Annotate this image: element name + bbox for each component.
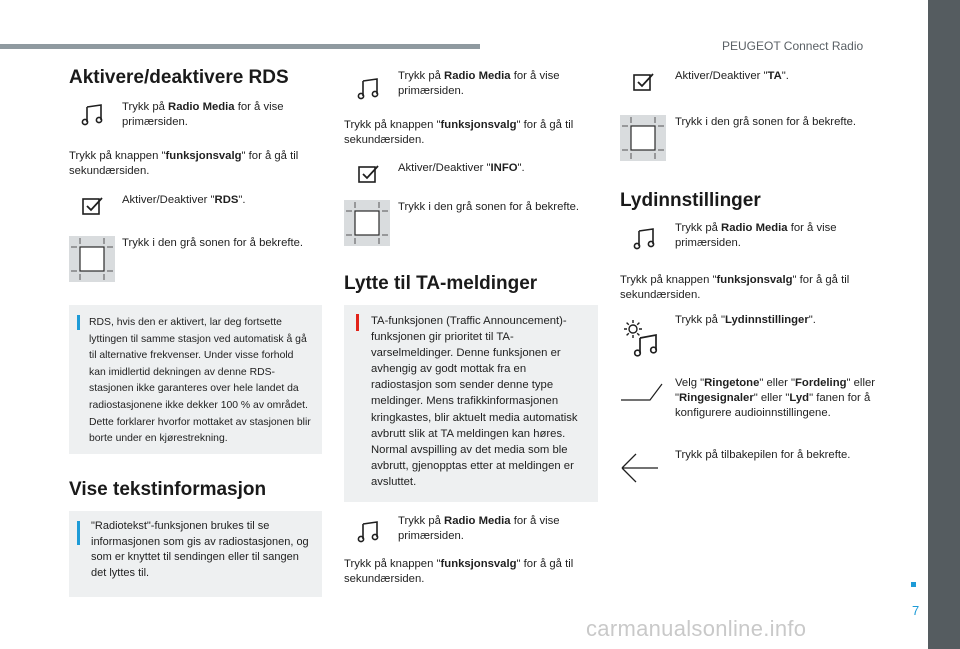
audio-step-select-tab: Velg "Ringetone" eller "Fordeling" eller "Ringesignaler" eller "Lyd" fanen for å konfigurere audioinnstillingene. — [675, 377, 875, 419]
page-header: PEUGEOT Connect Radio — [722, 39, 864, 53]
rds-step-toggle: Aktiver/Deaktiver "RDS". — [122, 194, 246, 206]
info-marker — [77, 521, 80, 545]
section-title-rds: Aktivere/deaktivere RDS — [69, 67, 289, 88]
warning-marker — [356, 314, 359, 331]
page-side-bar — [928, 0, 960, 649]
ta-warning-text: TA-funksjonen (Traffic Announcement)-funksjonen gir prioritet til TA-varselmeldinger. Denne funksjonen er avhengig av godt mottak fra en radiostasjon som sender denne type meldinger. Mens trafikkinformasjonen kringkastes, blir aktuelt media automatisk avbrutt slik at TA meldingen kan høres. Normal avspilling av det media som ble avbrutt, gjenopptas etter at meldingen er avsluttet. — [371, 315, 578, 488]
radiotext-info-note — [69, 511, 322, 597]
checkbox-icon — [82, 196, 104, 216]
music-note-icon — [632, 226, 658, 250]
section-title-audio-settings: Lydinnstillinger — [620, 190, 761, 211]
info-step-radio-media: Trykk på Radio Media for å vise primærsiden. — [398, 70, 560, 97]
audio-step-settings: Trykk på "Lydinnstillinger". — [675, 314, 816, 326]
grey-zone-icon — [69, 236, 115, 282]
top-rule — [0, 44, 480, 49]
music-note-icon — [80, 102, 106, 126]
checkbox-icon — [358, 164, 380, 184]
music-note-icon — [356, 519, 382, 543]
section-title-text-info: Vise tekstinformasjon — [69, 479, 267, 500]
page-marker — [911, 582, 916, 587]
info-marker — [77, 315, 80, 330]
rds-step-confirm: Trykk i den grå sonen for å bekrefte. — [122, 237, 304, 249]
info-step-toggle: Aktiver/Deaktiver "INFO". — [398, 162, 525, 174]
ta-step-radio-media: Trykk på Radio Media for å vise primærsiden. — [398, 515, 560, 542]
grey-zone-icon — [344, 200, 390, 246]
info-step-confirm: Trykk i den grå sonen for å bekrefte. — [398, 201, 580, 213]
ta-step-toggle: Aktiver/Deaktiver "TA". — [675, 70, 789, 82]
checkbox-icon — [633, 72, 655, 92]
tab-icon — [620, 380, 664, 402]
page-number: 7 — [912, 603, 920, 618]
grey-zone-icon — [620, 115, 666, 161]
rds-info-text: RDS, hvis den er aktivert, lar deg fortsette lyttingen til samme stasjon ved automatisk å gå til alternative frekvenser. Under visse forhold kan imidlertid dekningen av denne RDS-stasjonen ikke garanteres over hele landet da radiostasjonene ikke dekker 100 % av området. Dette forklarer hvorfor mottaket av stasjonen blir borte under en kjørestrekning. — [89, 317, 311, 445]
settings-music-icon — [622, 318, 662, 358]
audio-step-back: Trykk på tilbakepilen for å bekrefte. — [675, 449, 851, 461]
audio-step-radio-media: Trykk på Radio Media for å vise primærsiden. — [675, 222, 837, 249]
audio-step-function-button: Trykk på knappen "funksjonsvalg" for å gå til sekundærsiden. — [620, 274, 850, 301]
rds-step-radio-media: Trykk på Radio Media for å vise primærsiden. — [122, 101, 284, 128]
ta-step-confirm: Trykk i den grå sonen for å bekrefte. — [675, 116, 857, 128]
radiotext-info-text: "Radiotekst"-funksjonen brukes til se informasjonen som gis av radiostasjonen, og som er knyttet til sendingen eller til sangen det lyttes til. — [91, 520, 309, 579]
ta-warning-note — [344, 305, 598, 502]
info-step-function-button: Trykk på knappen "funksjonsvalg" for å gå til sekundærsiden. — [344, 119, 574, 146]
watermark: carmanualsonline.info — [586, 616, 807, 641]
back-arrow-icon — [620, 450, 660, 486]
rds-step-function-button: Trykk på knappen "funksjonsvalg" for å gå til sekundærsiden. — [69, 150, 299, 177]
rds-info-note — [69, 305, 322, 454]
ta-step-function-button: Trykk på knappen "funksjonsvalg" for å gå til sekundærsiden. — [344, 558, 574, 585]
music-note-icon — [356, 76, 382, 100]
section-title-ta: Lytte til TA-meldinger — [344, 273, 538, 294]
